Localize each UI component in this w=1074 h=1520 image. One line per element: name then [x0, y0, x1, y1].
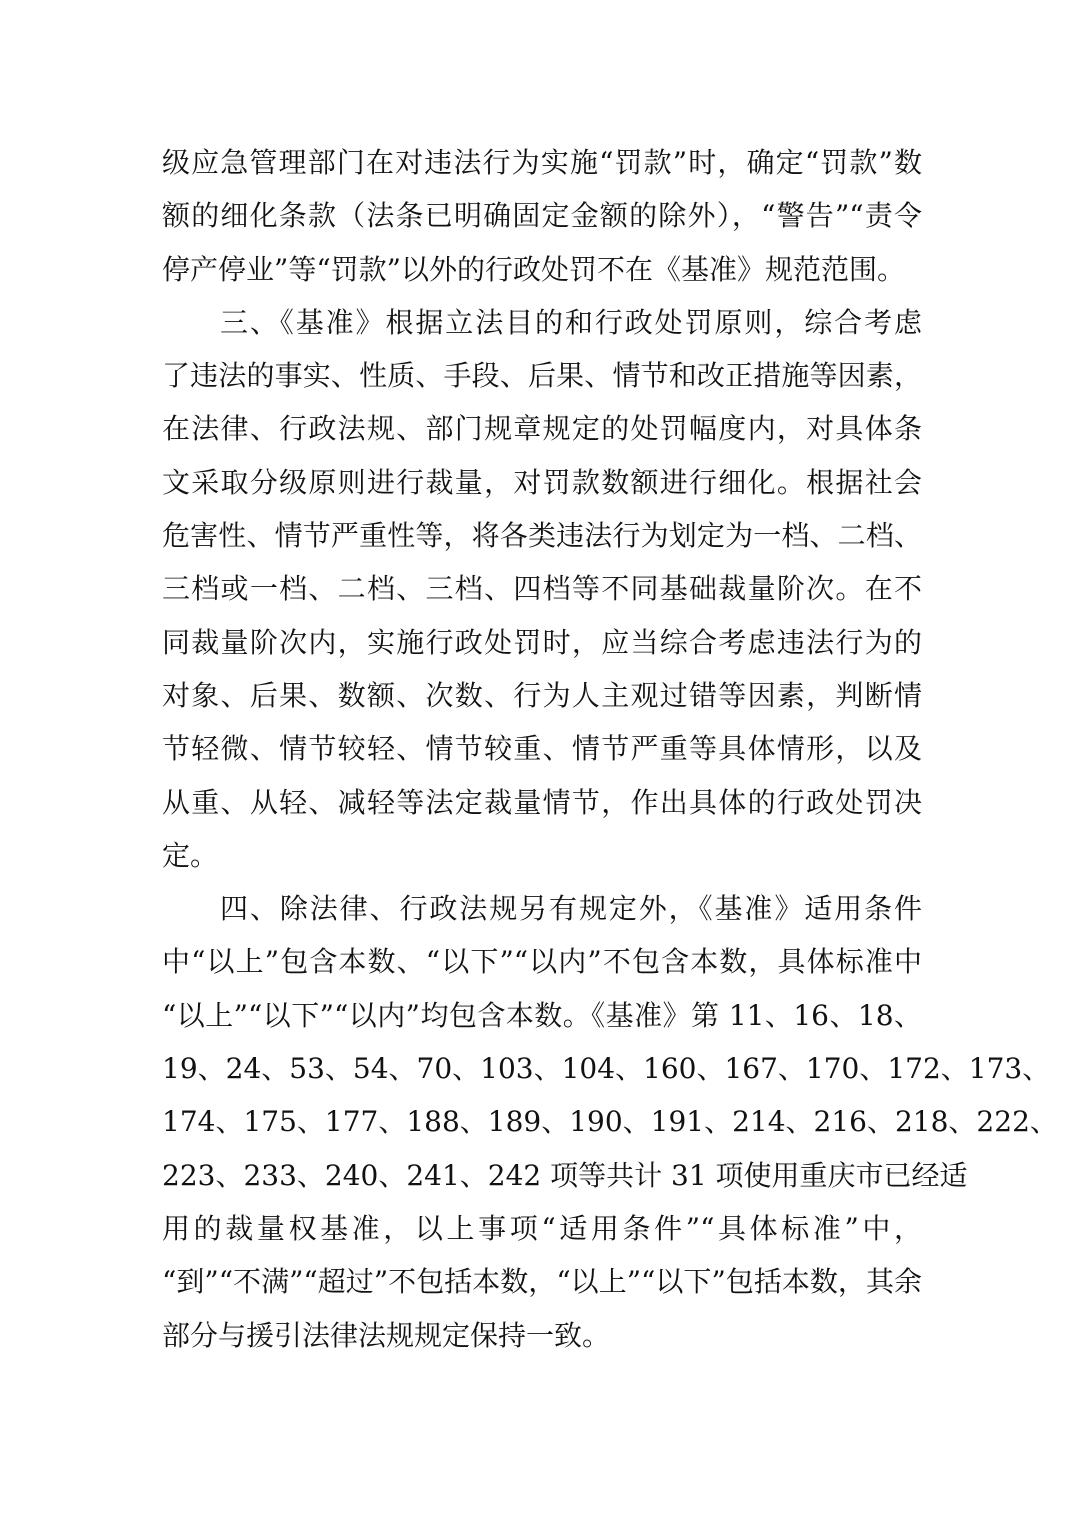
paragraph-line: 用的裁量权基准，以上事项“适用条件”“具体标准”中，: [162, 1211, 922, 1245]
paragraph-line: 在法律、行政法规、部门规章规定的处罚幅度内，对具体条: [162, 412, 922, 446]
paragraph-line: 额的细化条款（法条已明确固定金额的除外），“警告”“责令: [162, 199, 922, 233]
paragraph-line: 三档或一档、二档、三档、四档等不同基础裁量阶次。在不: [162, 572, 922, 606]
paragraph-line: 部分与援引法律法规规定保持一致。: [162, 1318, 611, 1352]
paragraph-line: 了违法的事实、性质、手段、后果、情节和改正措施等因素，: [162, 359, 922, 393]
paragraph-line: 危害性、情节严重性等，将各类违法行为划定为一档、二档、: [162, 519, 922, 553]
paragraph-line: 19、24、53、54、70、103、104、160、167、170、172、173、: [162, 1052, 1051, 1086]
document-body: [162, 136, 1058, 1362]
paragraph-line: 节轻微、情节较轻、情节较重、情节严重等具体情形，以及: [162, 732, 922, 766]
paragraph-line: 级应急管理部门在对违法行为实施“罚款”时，确定“罚款”数: [162, 146, 922, 179]
paragraph-line: 三、《基准》根据立法目的和行政处罚原则，综合考虑: [220, 305, 922, 339]
paragraph-line: 停产停业”等“罚款”以外的行政处罚不在《基准》规范范围。: [162, 252, 905, 286]
paragraph-line: 同裁量阶次内，实施行政处罚时，应当综合考虑违法行为的: [162, 625, 922, 659]
paragraph-line: 174、175、177、188、189、190、191、214、216、218、222、: [162, 1105, 1058, 1139]
paragraph-line: 从重、从轻、减轻等法定裁量情节，作出具体的行政处罚决: [162, 785, 922, 819]
paragraph-line: 四、除法律、行政法规另有规定外，《基准》适用条件: [220, 892, 922, 926]
paragraph-line: 中“以上”包含本数、“以下”“以内”不包含本数，具体标准中: [162, 945, 922, 979]
paragraph-line: “到”“不满”“超过”不包括本数，“以上”“以下”包括本数，其余: [162, 1265, 922, 1299]
paragraph-line: 223、233、240、241、242 项等共计 31 项使用重庆市已经适: [162, 1158, 968, 1192]
paragraph-line: “以上”“以下”“以内”均包含本数。《基准》第 11、16、18、: [162, 998, 922, 1032]
paragraph-line: 文采取分级原则进行裁量，对罚款数额进行细化。根据社会: [162, 465, 922, 499]
paragraph-line: 定。: [162, 838, 219, 872]
paragraph-line: 对象、后果、数额、次数、行为人主观过错等因素，判断情: [162, 678, 922, 712]
